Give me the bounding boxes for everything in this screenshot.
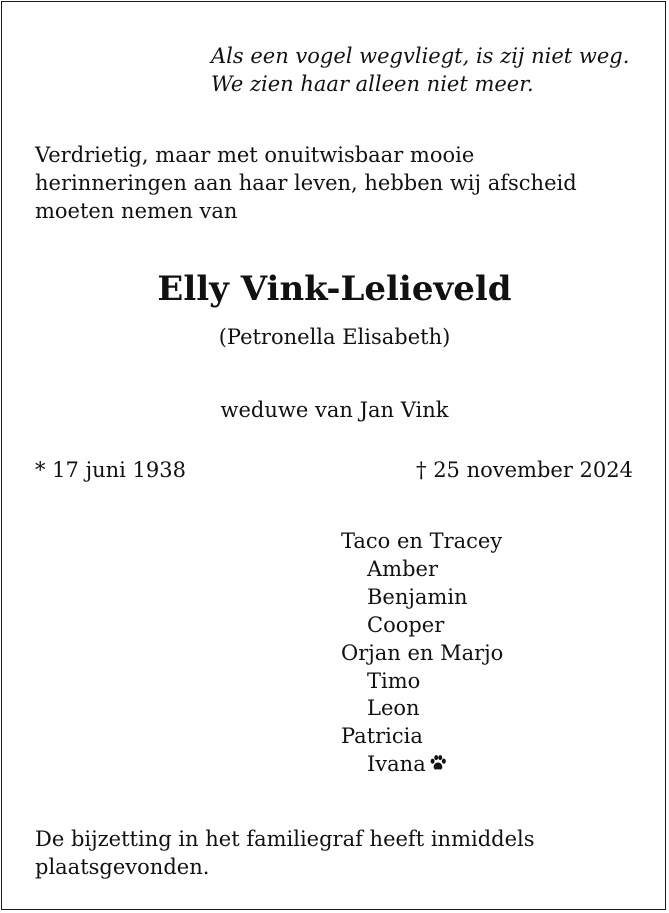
family-member: Leon [367, 696, 420, 721]
intro-line-1: Verdrietig, maar met onuitwisbaar mooie [35, 143, 475, 167]
given-names: (Petronella Elisabeth) [218, 325, 451, 349]
family-member: Orjan en Marjo [341, 640, 504, 665]
family-list [341, 528, 503, 779]
quote-line-1: Als een vogel wegvliegt, is zij niet weg. [211, 44, 630, 68]
widow-of: weduwe van Jan Vink [220, 398, 449, 422]
family-member: Timo [367, 668, 421, 693]
family-member: Ivana [341, 751, 503, 779]
closing-line-2: plaatsgevonden. [35, 855, 210, 879]
family-member: Amber [367, 556, 438, 581]
memorial-quote [211, 42, 629, 98]
quote-line-2: We zien haar alleen niet meer. [211, 72, 534, 96]
intro-line-2: herinneringen aan haar leven, hebben wij afscheid [35, 171, 577, 195]
obituary-card [1, 1, 666, 910]
family-member: Patricia [341, 724, 423, 749]
family-member: Cooper [367, 612, 445, 637]
closing-line-1: De bijzetting in het familiegraf heeft inmiddels [35, 827, 535, 851]
family-member: Taco en Tracey [341, 529, 503, 553]
birth-date: * 17 juni 1938 [35, 458, 186, 482]
death-date: † 25 november 2024 [416, 458, 633, 482]
intro-text [35, 141, 577, 225]
family-member: Benjamin [367, 584, 468, 609]
intro-line-3: moeten nemen van [35, 199, 238, 223]
deceased-name: Elly Vink-Lelieveld [157, 269, 512, 309]
paw-print-icon [429, 754, 447, 772]
closing-text [35, 825, 535, 881]
